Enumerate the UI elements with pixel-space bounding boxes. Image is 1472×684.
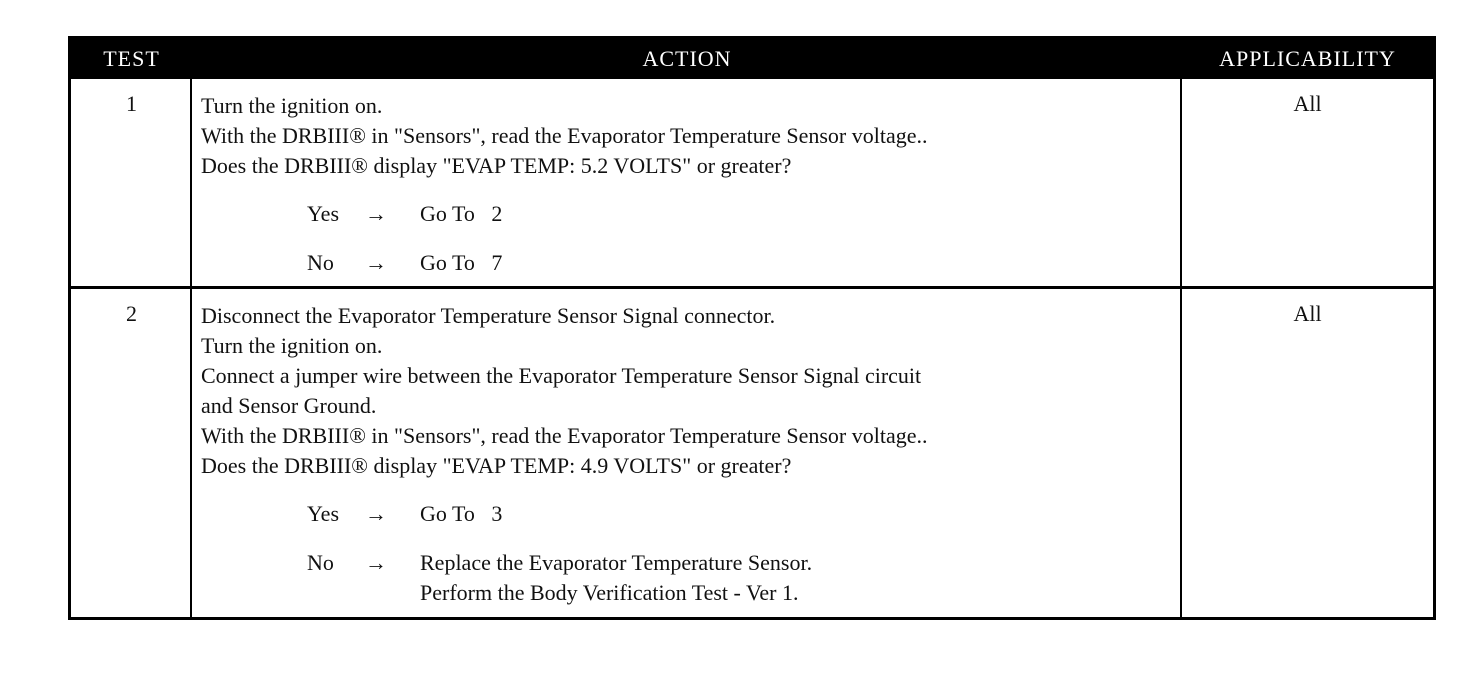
- action-text: [201, 301, 1176, 481]
- branch-result-line: Go To 2: [420, 201, 503, 226]
- branch-result: [420, 548, 812, 608]
- branch-result-line: Go To 3: [420, 501, 503, 526]
- action-line: and Sensor Ground.: [201, 393, 377, 418]
- branch-result-line: Go To 7: [420, 250, 503, 275]
- right-arrow-icon: →: [365, 250, 387, 275]
- right-arrow-icon: →: [365, 550, 387, 575]
- action-line: With the DRBIII® in "Sensors", read the Evaporator Temperature Sensor voltage..: [201, 123, 928, 148]
- table-header: [71, 39, 1433, 79]
- diagnostic-test-table: [68, 36, 1436, 620]
- header-action: ACTION: [642, 46, 732, 71]
- branch-result: [420, 199, 502, 229]
- right-arrow-icon: →: [365, 501, 387, 526]
- branch-yes: [307, 499, 502, 529]
- table-row: [71, 79, 1433, 286]
- action-line: With the DRBIII® in "Sensors", read the Evaporator Temperature Sensor voltage..: [201, 423, 928, 448]
- branch-result: [420, 248, 502, 278]
- branch-result-line: Perform the Body Verification Test - Ver 1.: [420, 580, 799, 605]
- test-number: 1: [126, 91, 137, 116]
- header-applicability: APPLICABILITY: [1219, 46, 1396, 71]
- branch-answer: No: [307, 550, 334, 575]
- applicability-value: All: [1293, 91, 1322, 116]
- action-line: Connect a jumper wire between the Evaporator Temperature Sensor Signal circuit: [201, 363, 922, 388]
- header-test: TEST: [103, 46, 160, 71]
- branch-answer: Yes: [307, 201, 340, 226]
- test-number: 2: [126, 301, 137, 326]
- branch-no: [307, 248, 502, 278]
- branch-result-line: Replace the Evaporator Temperature Sensor.: [420, 550, 813, 575]
- branch-result: [420, 499, 502, 529]
- applicability-value: All: [1293, 301, 1322, 326]
- branch-answer: No: [307, 250, 334, 275]
- action-line: Does the DRBIII® display "EVAP TEMP: 4.9 VOLTS" or greater?: [201, 453, 792, 478]
- action-line: Does the DRBIII® display "EVAP TEMP: 5.2 VOLTS" or greater?: [201, 153, 792, 178]
- branch-yes: [307, 199, 502, 229]
- branch-answer: Yes: [307, 501, 340, 526]
- branch-no: [307, 548, 812, 608]
- table-row: [71, 289, 1433, 617]
- action-line: Turn the ignition on.: [201, 333, 383, 358]
- right-arrow-icon: →: [365, 201, 387, 226]
- action-line: Turn the ignition on.: [201, 93, 383, 118]
- action-text: [201, 91, 1176, 181]
- action-line: Disconnect the Evaporator Temperature Sensor Signal connector.: [201, 303, 776, 328]
